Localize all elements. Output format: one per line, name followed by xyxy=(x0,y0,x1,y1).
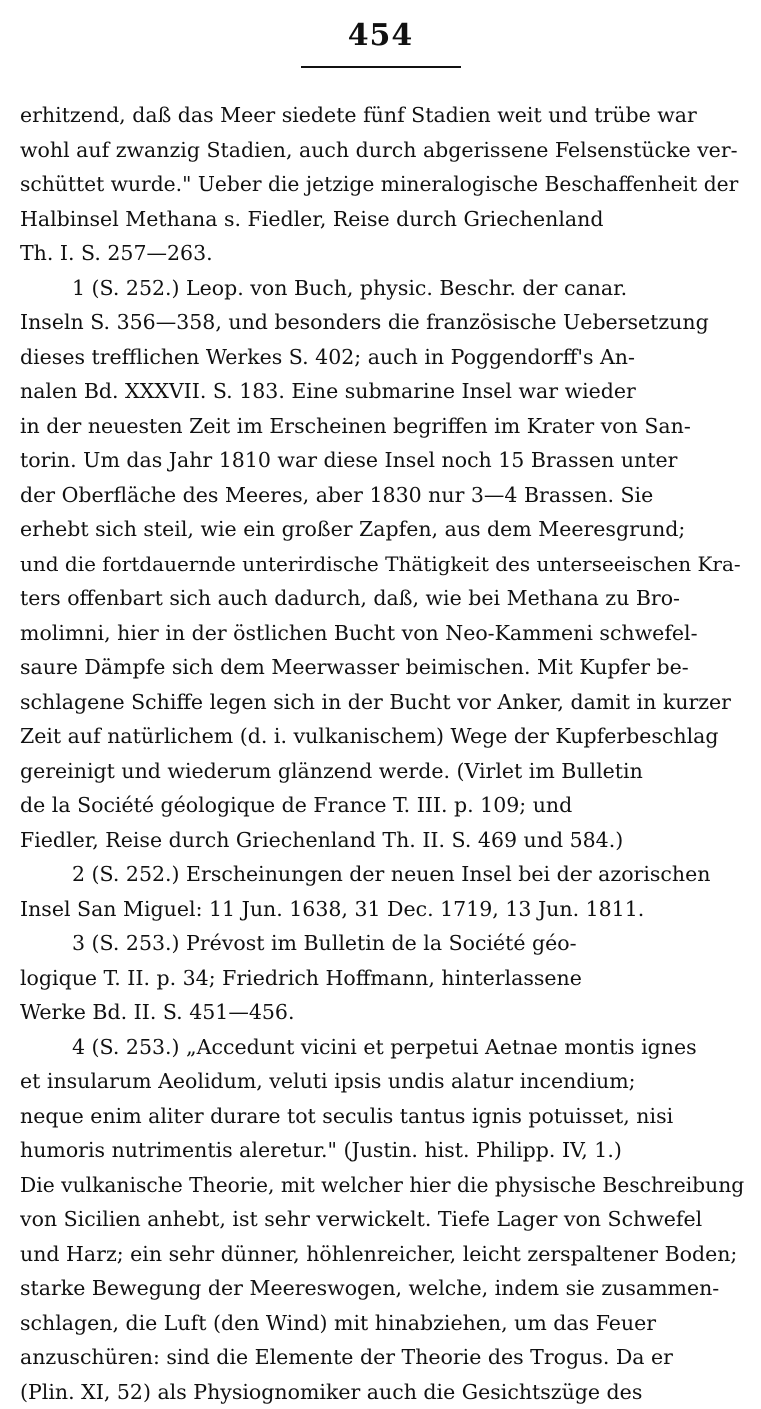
text-line: Fiedler, Reise durch Griechenland Th. II. S. 469 und 584.) xyxy=(20,823,745,858)
text-line: Zeit auf natürlichem (d. i. vulkanischem) Wege der Kupferbeschlag xyxy=(20,719,745,754)
text-line: (Plin. XI, 52) als Physiognomiker auch die Gesichtszüge des xyxy=(20,1375,745,1409)
text-line: et insularum Aeolidum, veluti ipsis undis alatur incendium; xyxy=(20,1064,745,1099)
text-line: schlagen, die Luft (den Wind) mit hinabziehen, um das Feuer xyxy=(20,1306,745,1341)
text-line: und Harz; ein sehr dünner, höhlenreicher, leicht zerspaltener Boden; xyxy=(20,1237,745,1272)
text-line: der Oberfläche des Meeres, aber 1830 nur 3—4 Brassen. Sie xyxy=(20,478,745,513)
text-line: Die vulkanische Theorie, mit welcher hier die physische Beschreibung xyxy=(20,1168,745,1203)
text-line: ters offenbart sich auch dadurch, daß, wie bei Methana zu Bro- xyxy=(20,581,745,616)
text-line: gereinigt und wiederum glänzend werde. (Virlet im Bulletin xyxy=(20,754,745,789)
text-line: in der neuesten Zeit im Erscheinen begriffen im Krater von San- xyxy=(20,409,745,444)
text-line: und die fortdauernde unterirdische Thätigkeit des unterseeischen Kra- xyxy=(20,547,745,582)
text-line: von Sicilien anhebt, ist sehr verwickelt. Tiefe Lager von Schwefel xyxy=(20,1202,745,1237)
footnote-line: 2 (S. 252.) Erscheinungen der neuen Insel bei der azorischen xyxy=(20,857,745,892)
text-line: anzuschüren: sind die Elemente der Theorie des Trogus. Da er xyxy=(20,1340,745,1375)
footnote-line: 1 (S. 252.) Leop. von Buch, physic. Beschr. der canar. xyxy=(20,271,745,306)
text-line: wohl auf zwanzig Stadien, auch durch abgerissene Felsenstücke ver- xyxy=(20,133,745,168)
header-rule xyxy=(301,66,461,68)
text-line: humoris nutrimentis aleretur." (Justin. hist. Philipp. IV, 1.) xyxy=(20,1133,745,1168)
text-line: saure Dämpfe sich dem Meerwasser beimischen. Mit Kupfer be- xyxy=(20,650,745,685)
text-line: dieses trefflichen Werkes S. 402; auch in Poggendorff's An- xyxy=(20,340,745,375)
text-line: torin. Um das Jahr 1810 war diese Insel noch 15 Brassen unter xyxy=(20,443,745,478)
text-line: starke Bewegung der Meereswogen, welche, indem sie zusammen- xyxy=(20,1271,745,1306)
text-line: Th. I. S. 257—263. xyxy=(20,236,745,271)
text-block xyxy=(20,98,745,1409)
text-line: schlagene Schiffe legen sich in der Bucht vor Anker, damit in kurzer xyxy=(20,685,745,720)
text-line: logique T. II. p. 34; Friedrich Hoffmann, hinterlassene xyxy=(20,961,745,996)
text-line: Insel San Miguel: 11 Jun. 1638, 31 Dec. 1719, 13 Jun. 1811. xyxy=(20,892,745,927)
text-line: nalen Bd. XXXVII. S. 183. Eine submarine Insel war wieder xyxy=(20,374,745,409)
text-line: neque enim aliter durare tot seculis tantus ignis potuisset, nisi xyxy=(20,1099,745,1134)
text-line: Werke Bd. II. S. 451—456. xyxy=(20,995,745,1030)
footnote-line: 3 (S. 253.) Prévost im Bulletin de la Société géo- xyxy=(20,926,745,961)
text-line: de la Société géologique de France T. III. p. 109; und xyxy=(20,788,745,823)
text-line: Halbinsel Methana s. Fiedler, Reise durch Griechenland xyxy=(20,202,745,237)
text-line: molimni, hier in der östlichen Bucht von Neo-Kammeni schwefel- xyxy=(20,616,745,651)
footnote-line: 4 (S. 253.) „Accedunt vicini et perpetui Aetnae montis ignes xyxy=(20,1030,745,1065)
text-line: erhebt sich steil, wie ein großer Zapfen, aus dem Meeresgrund; xyxy=(20,512,745,547)
text-line: Inseln S. 356—358, und besonders die französische Uebersetzung xyxy=(20,305,745,340)
text-line: schüttet wurde." Ueber die jetzige mineralogische Beschaffenheit der xyxy=(20,167,745,202)
page-number: 454 xyxy=(0,18,761,53)
text-line: erhitzend, daß das Meer siedete fünf Stadien weit und trübe war xyxy=(20,98,745,133)
